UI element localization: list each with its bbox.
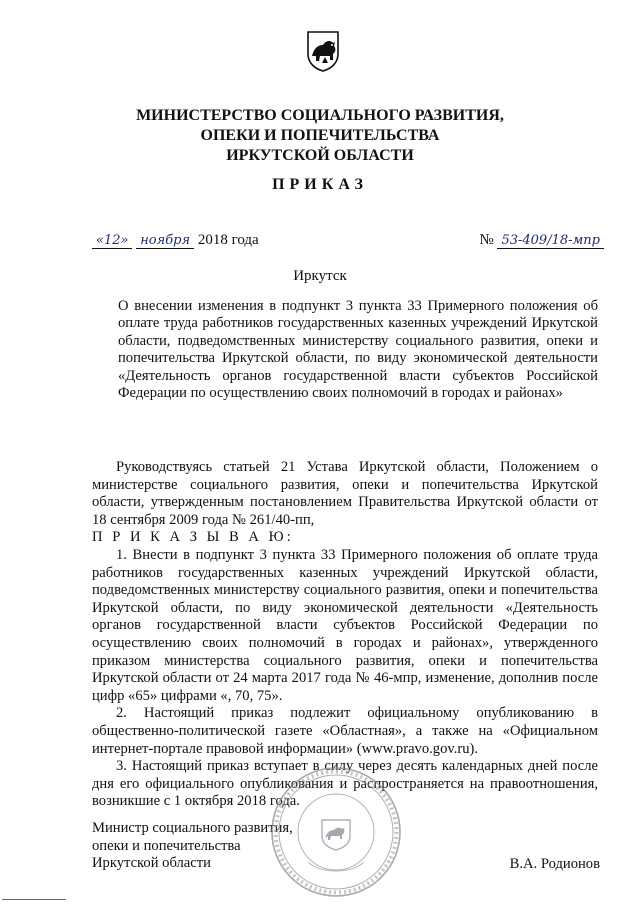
order-year: 2018 года [197, 232, 259, 248]
order-item-3: 3. Настоящий приказ вступает в силу через десять календарных дней после дня его официального опубликования и распространяется на правоотношения, возникшие с 1 октября 2018 года. [92, 758, 598, 810]
order-word: П Р И К А З Ы В А Ю: [92, 529, 294, 546]
order-month: ноября [136, 233, 194, 249]
city: Иркутск [293, 268, 347, 284]
order-subject: О внесении изменения в подпункт 3 пункта 33 Примерного положения об оплате труда работников государственных казенных учреждений Иркутской области, подведомственных министерству социального развития, опеки и попечительства Иркутской области, по виду экономической деятельности «Деятельность органов государственной власти субъектов Российской Федерации по осуществлению своих полномочий в городах и районах» [118, 298, 598, 402]
org-name-line-3: ИРКУТСКОЙ ОБЛАСТИ [226, 147, 414, 164]
round-seal-stamp-icon [268, 764, 404, 900]
order-number-value: 53-409/18-мпр [497, 233, 604, 249]
order-date [92, 232, 259, 249]
document-type: ПРИКАЗ [272, 176, 368, 193]
order-number-prefix: № [479, 232, 494, 248]
org-name-line-1: МИНИСТЕРСТВО СОЦИАЛЬНОГО РАЗВИТИЯ, [136, 107, 504, 124]
position-line-2: опеки и попечительства [92, 837, 241, 854]
signatory-position [92, 820, 293, 873]
order-number [479, 232, 604, 249]
org-name-line-2: ОПЕКИ И ПОПЕЧИТЕЛЬСТВА [200, 127, 440, 144]
order-body [92, 459, 598, 811]
order-item-1: 1. Внести в подпункт 3 пункта 33 Примерного положения об оплате труда работников государственных казенных учреждений Иркутской области, подведомственных министерству социального развития, опеки и попечительства Иркутской области, по виду экономической деятельности «Деятельность органов государственной власти субъектов Российской Федерации по осуществлению своих полномочий в городах и районах», утвержденного приказом министерства социального развития, опеки и попечительства Иркутской области от 24 марта 2017 года № 46-мпр, изменение, дополнив после цифр «65» цифрами «, 70, 75». [92, 546, 598, 704]
order-day: «12» [92, 233, 132, 249]
order-item-2: 2. Настоящий приказ подлежит официальному опубликованию в общественно-политической газете «Областная», а также на «Официальном интернет-портале правовой информации» (www.pravo.gov.ru). [92, 705, 598, 757]
coat-of-arms-icon [306, 30, 340, 72]
position-line-1: Министр социального развития, [92, 820, 293, 836]
footer-divider [2, 899, 66, 900]
position-line-3: Иркутской области [92, 855, 211, 872]
preamble-paragraph: Руководствуясь статьей 21 Устава Иркутской области, Положением о министерстве социального развития, опеки и попечительства Иркутской области, утвержденным постановлением Правительства Иркутской области от 18 сентября 2009 года № 261/40-пп, [92, 459, 598, 528]
signatory-name: В.А. Родионов [509, 856, 600, 872]
